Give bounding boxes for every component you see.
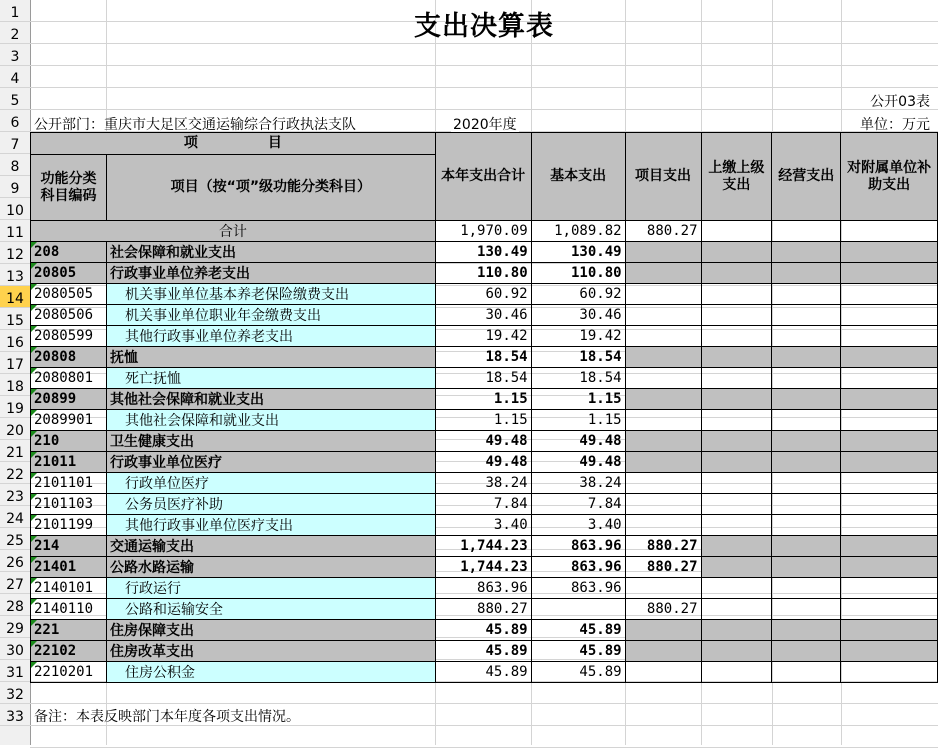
row-number[interactable]: 15 (0, 308, 30, 330)
row-number[interactable]: 20 (0, 418, 30, 440)
row-upper[interactable] (701, 578, 772, 599)
row-upper[interactable] (701, 452, 772, 473)
total-row-business[interactable] (772, 221, 841, 242)
row-project[interactable] (625, 263, 701, 284)
row-project[interactable] (625, 473, 701, 494)
header-basic[interactable]: 基本支出 (531, 133, 625, 221)
row-basic[interactable]: 863.96 (531, 536, 625, 557)
row-upper[interactable] (701, 242, 772, 263)
row-code[interactable]: 20805 (31, 263, 107, 284)
row-code[interactable]: 22102 (31, 641, 107, 662)
row-upper[interactable] (701, 326, 772, 347)
row-code[interactable]: 2140101 (31, 578, 107, 599)
row-subsidiary[interactable] (841, 641, 938, 662)
row-project[interactable] (625, 347, 701, 368)
row-code[interactable]: 2089901 (31, 410, 107, 431)
row-number[interactable]: 32 (0, 682, 30, 704)
row-business[interactable] (772, 578, 841, 599)
row-business[interactable] (772, 284, 841, 305)
row-name[interactable]: 抚恤 (106, 347, 435, 368)
row-number[interactable]: 23 (0, 484, 30, 506)
row-name[interactable]: 住房保障支出 (106, 620, 435, 641)
row-number[interactable]: 10 (0, 198, 30, 220)
row-business[interactable] (772, 305, 841, 326)
row-code[interactable]: 20808 (31, 347, 107, 368)
row-project[interactable]: 880.27 (625, 536, 701, 557)
row-upper[interactable] (701, 536, 772, 557)
row-subsidiary[interactable] (841, 536, 938, 557)
row-code[interactable]: 20899 (31, 389, 107, 410)
row-project[interactable] (625, 284, 701, 305)
row-name[interactable]: 机关事业单位职业年金缴费支出 (106, 305, 435, 326)
row-code[interactable]: 2140110 (31, 599, 107, 620)
row-total[interactable]: 7.84 (435, 494, 531, 515)
row-subsidiary[interactable] (841, 242, 938, 263)
header-project[interactable]: 项目支出 (625, 133, 701, 221)
row-business[interactable] (772, 452, 841, 473)
row-number[interactable]: 25 (0, 528, 30, 550)
row-code[interactable]: 2080505 (31, 284, 107, 305)
total-row-total[interactable]: 1,970.09 (435, 221, 531, 242)
table-row (31, 431, 938, 452)
row-business[interactable] (772, 599, 841, 620)
row-name[interactable]: 社会保障和就业支出 (106, 242, 435, 263)
table-row (31, 284, 938, 305)
row-upper[interactable] (701, 599, 772, 620)
row-number[interactable]: 31 (0, 660, 30, 682)
row-project[interactable] (625, 494, 701, 515)
row-number[interactable]: 2 (0, 22, 30, 44)
row-upper[interactable] (701, 431, 772, 452)
row-subsidiary[interactable] (841, 515, 938, 536)
row-name[interactable]: 其他行政事业单位医疗支出 (106, 515, 435, 536)
row-subsidiary[interactable] (841, 389, 938, 410)
row-upper[interactable] (701, 641, 772, 662)
row-subsidiary[interactable] (841, 494, 938, 515)
row-basic[interactable]: 110.80 (531, 263, 625, 284)
row-business[interactable] (772, 389, 841, 410)
row-upper[interactable] (701, 305, 772, 326)
row-name[interactable]: 卫生健康支出 (106, 431, 435, 452)
row-project[interactable] (625, 515, 701, 536)
table-row (31, 263, 938, 284)
row-basic[interactable]: 1.15 (531, 389, 625, 410)
total-row-basic[interactable]: 1,089.82 (531, 221, 625, 242)
expenditure-table (30, 132, 938, 683)
row-number[interactable]: 7 (0, 132, 30, 154)
row-total[interactable]: 38.24 (435, 473, 531, 494)
row-total[interactable]: 60.92 (435, 284, 531, 305)
row-total[interactable]: 110.80 (435, 263, 531, 284)
row-number[interactable]: 21 (0, 440, 30, 462)
row-basic[interactable]: 45.89 (531, 641, 625, 662)
row-number[interactable]: 16 (0, 330, 30, 352)
header-code[interactable]: 功能分类科目编码 (31, 155, 107, 221)
row-name[interactable]: 住房改革支出 (106, 641, 435, 662)
row-number[interactable]: 29 (0, 616, 30, 638)
row-project[interactable] (625, 305, 701, 326)
row-name[interactable]: 住房公积金 (106, 662, 435, 683)
total-row-label[interactable]: 合计 (31, 221, 436, 242)
table-row (31, 389, 938, 410)
row-total[interactable]: 18.54 (435, 368, 531, 389)
row-basic[interactable]: 45.89 (531, 662, 625, 683)
header-subsidiary[interactable]: 对附属单位补助支出 (841, 133, 938, 221)
row-business[interactable] (772, 494, 841, 515)
row-upper[interactable] (701, 515, 772, 536)
row-subsidiary[interactable] (841, 431, 938, 452)
row-number[interactable]: 3 (0, 44, 30, 66)
row-number[interactable]: 28 (0, 594, 30, 616)
table-row (31, 494, 938, 515)
row-subsidiary[interactable] (841, 305, 938, 326)
row-code[interactable]: 21401 (31, 557, 107, 578)
header-upper[interactable]: 上缴上级支出 (701, 133, 772, 221)
row-total[interactable]: 30.46 (435, 305, 531, 326)
row-upper[interactable] (701, 662, 772, 683)
row-project[interactable] (625, 368, 701, 389)
row-subsidiary[interactable] (841, 452, 938, 473)
row-number[interactable]: 13 (0, 264, 30, 286)
row-subsidiary[interactable] (841, 662, 938, 683)
row-name[interactable]: 交通运输支出 (106, 536, 435, 557)
row-project[interactable] (625, 431, 701, 452)
row-upper[interactable] (701, 557, 772, 578)
row-project[interactable] (625, 410, 701, 431)
header-total[interactable]: 本年支出合计 (435, 133, 531, 221)
row-name[interactable]: 行政运行 (106, 578, 435, 599)
row-business[interactable] (772, 515, 841, 536)
row-subsidiary[interactable] (841, 368, 938, 389)
row-basic[interactable]: 49.48 (531, 431, 625, 452)
total-row-subsidiary[interactable] (841, 221, 938, 242)
row-subsidiary[interactable] (841, 578, 938, 599)
row-number[interactable]: 24 (0, 506, 30, 528)
row-number[interactable]: 19 (0, 396, 30, 418)
row-subsidiary[interactable] (841, 557, 938, 578)
form-number: 公开03表 (870, 94, 930, 110)
row-subsidiary[interactable] (841, 599, 938, 620)
table-row (31, 599, 938, 620)
row-name[interactable]: 其他社会保障和就业支出 (106, 389, 435, 410)
row-total[interactable]: 880.27 (435, 599, 531, 620)
row-project[interactable] (625, 578, 701, 599)
row-code[interactable]: 208 (31, 242, 107, 263)
row-code[interactable]: 2080801 (31, 368, 107, 389)
row-name[interactable]: 行政事业单位养老支出 (106, 263, 435, 284)
sheet-title: 支出决算表 (414, 11, 554, 42)
row-name[interactable]: 行政事业单位医疗 (106, 452, 435, 473)
row-basic[interactable]: 18.54 (531, 347, 625, 368)
row-project[interactable]: 880.27 (625, 557, 701, 578)
row-subsidiary[interactable] (841, 326, 938, 347)
row-code[interactable]: 210 (31, 431, 107, 452)
grid-line (30, 43, 938, 44)
year-label: 2020年度 (451, 114, 519, 134)
row-business[interactable] (772, 263, 841, 284)
row-project[interactable] (625, 326, 701, 347)
row-basic[interactable] (531, 599, 625, 620)
grid-line (30, 703, 938, 704)
row-name[interactable]: 机关事业单位基本养老保险缴费支出 (106, 284, 435, 305)
row-total[interactable]: 18.54 (435, 347, 531, 368)
row-total[interactable]: 45.89 (435, 641, 531, 662)
row-basic[interactable]: 7.84 (531, 494, 625, 515)
row-name[interactable]: 其他行政事业单位养老支出 (106, 326, 435, 347)
row-project[interactable] (625, 389, 701, 410)
row-total[interactable]: 130.49 (435, 242, 531, 263)
row-total[interactable]: 1.15 (435, 389, 531, 410)
table-row (31, 578, 938, 599)
row-business[interactable] (772, 620, 841, 641)
row-business[interactable] (772, 557, 841, 578)
department-label: 公开部门：重庆市大足区交通运输综合行政执法支队 (34, 117, 356, 133)
table-row (31, 326, 938, 347)
row-basic[interactable]: 60.92 (531, 284, 625, 305)
row-total[interactable]: 863.96 (435, 578, 531, 599)
row-name[interactable]: 公路和运输安全 (106, 599, 435, 620)
row-number[interactable]: 30 (0, 638, 30, 660)
row-business[interactable] (772, 347, 841, 368)
row-number[interactable]: 5 (0, 88, 30, 110)
row-total[interactable]: 19.42 (435, 326, 531, 347)
row-business[interactable] (772, 641, 841, 662)
row-total[interactable]: 49.48 (435, 452, 531, 473)
row-upper[interactable] (701, 620, 772, 641)
row-business[interactable] (772, 326, 841, 347)
row-number[interactable]: 11 (0, 220, 30, 242)
table-row (31, 305, 938, 326)
row-basic[interactable]: 18.54 (531, 368, 625, 389)
header-name[interactable]: 项目（按“项”级功能分类科目） (106, 155, 435, 221)
row-name[interactable]: 死亡抚恤 (106, 368, 435, 389)
row-project[interactable] (625, 641, 701, 662)
row-number[interactable]: 26 (0, 550, 30, 572)
row-number[interactable]: 27 (0, 572, 30, 594)
row-basic[interactable]: 38.24 (531, 473, 625, 494)
row-name[interactable]: 行政单位医疗 (106, 473, 435, 494)
row-name[interactable]: 公路水路运输 (106, 557, 435, 578)
row-upper[interactable] (701, 263, 772, 284)
row-code[interactable]: 2101199 (31, 515, 107, 536)
table-row (31, 473, 938, 494)
row-upper[interactable] (701, 494, 772, 515)
table-row (31, 662, 938, 683)
table-row (31, 242, 938, 263)
table-note: 备注：本表反映部门本年度各项支出情况。 (34, 709, 300, 725)
row-project[interactable] (625, 620, 701, 641)
row-basic[interactable]: 1.15 (531, 410, 625, 431)
table-row (31, 536, 938, 557)
row-subsidiary[interactable] (841, 263, 938, 284)
row-code[interactable]: 21011 (31, 452, 107, 473)
row-business[interactable] (772, 473, 841, 494)
row-total[interactable]: 1,744.23 (435, 557, 531, 578)
row-project[interactable] (625, 662, 701, 683)
row-number[interactable]: 18 (0, 374, 30, 396)
row-subsidiary[interactable] (841, 620, 938, 641)
row-number[interactable]: 1 (0, 0, 30, 22)
grid-line (30, 87, 938, 88)
row-upper[interactable] (701, 473, 772, 494)
row-total[interactable]: 49.48 (435, 431, 531, 452)
grid-line (30, 109, 938, 110)
header-business[interactable]: 经营支出 (772, 133, 841, 221)
row-total[interactable]: 1.15 (435, 410, 531, 431)
row-number[interactable]: 14 (0, 286, 30, 308)
row-number[interactable]: 33 (0, 704, 30, 726)
row-basic[interactable]: 3.40 (531, 515, 625, 536)
row-code[interactable]: 2101101 (31, 473, 107, 494)
table-row (31, 347, 938, 368)
row-basic[interactable]: 30.46 (531, 305, 625, 326)
total-row-project[interactable]: 880.27 (625, 221, 701, 242)
row-project[interactable] (625, 242, 701, 263)
row-project[interactable]: 880.27 (625, 599, 701, 620)
table-row (31, 620, 938, 641)
table-row (31, 515, 938, 536)
row-number[interactable]: 6 (0, 110, 30, 132)
table-row (31, 410, 938, 431)
row-upper[interactable] (701, 284, 772, 305)
row-business[interactable] (772, 242, 841, 263)
row-code[interactable]: 214 (31, 536, 107, 557)
row-number[interactable]: 4 (0, 66, 30, 88)
row-code[interactable]: 2210201 (31, 662, 107, 683)
row-business[interactable] (772, 662, 841, 683)
row-subsidiary[interactable] (841, 410, 938, 431)
row-code[interactable]: 2080599 (31, 326, 107, 347)
row-basic[interactable]: 45.89 (531, 620, 625, 641)
row-number[interactable]: 12 (0, 242, 30, 264)
row-number[interactable]: 22 (0, 462, 30, 484)
row-upper[interactable] (701, 389, 772, 410)
row-total[interactable]: 3.40 (435, 515, 531, 536)
row-business[interactable] (772, 410, 841, 431)
row-total[interactable]: 45.89 (435, 662, 531, 683)
unit-label: 单位：万元 (860, 117, 930, 133)
row-total[interactable]: 1,744.23 (435, 536, 531, 557)
row-basic[interactable]: 130.49 (531, 242, 625, 263)
row-code[interactable]: 2080506 (31, 305, 107, 326)
table-row (31, 368, 938, 389)
row-code[interactable]: 2101103 (31, 494, 107, 515)
table-row (31, 557, 938, 578)
row-upper[interactable] (701, 410, 772, 431)
row-number[interactable]: 9 (0, 176, 30, 198)
row-name[interactable]: 其他社会保障和就业支出 (106, 410, 435, 431)
row-project[interactable] (625, 452, 701, 473)
row-basic[interactable]: 863.96 (531, 578, 625, 599)
header-item: 项 目 (31, 133, 436, 155)
row-business[interactable] (772, 431, 841, 452)
row-total[interactable]: 45.89 (435, 620, 531, 641)
row-number[interactable]: 8 (0, 154, 30, 176)
row-business[interactable] (772, 368, 841, 389)
row-subsidiary[interactable] (841, 284, 938, 305)
row-number[interactable]: 17 (0, 352, 30, 374)
row-name[interactable]: 公务员医疗补助 (106, 494, 435, 515)
row-upper[interactable] (701, 368, 772, 389)
row-header-column (0, 0, 31, 745)
table-row (31, 452, 938, 473)
total-row-upper[interactable] (701, 221, 772, 242)
row-code[interactable]: 221 (31, 620, 107, 641)
table-row (31, 641, 938, 662)
row-business[interactable] (772, 536, 841, 557)
row-subsidiary[interactable] (841, 347, 938, 368)
row-basic[interactable]: 863.96 (531, 557, 625, 578)
row-upper[interactable] (701, 347, 772, 368)
row-subsidiary[interactable] (841, 473, 938, 494)
grid-line (30, 65, 938, 66)
row-basic[interactable]: 49.48 (531, 452, 625, 473)
row-basic[interactable]: 19.42 (531, 326, 625, 347)
